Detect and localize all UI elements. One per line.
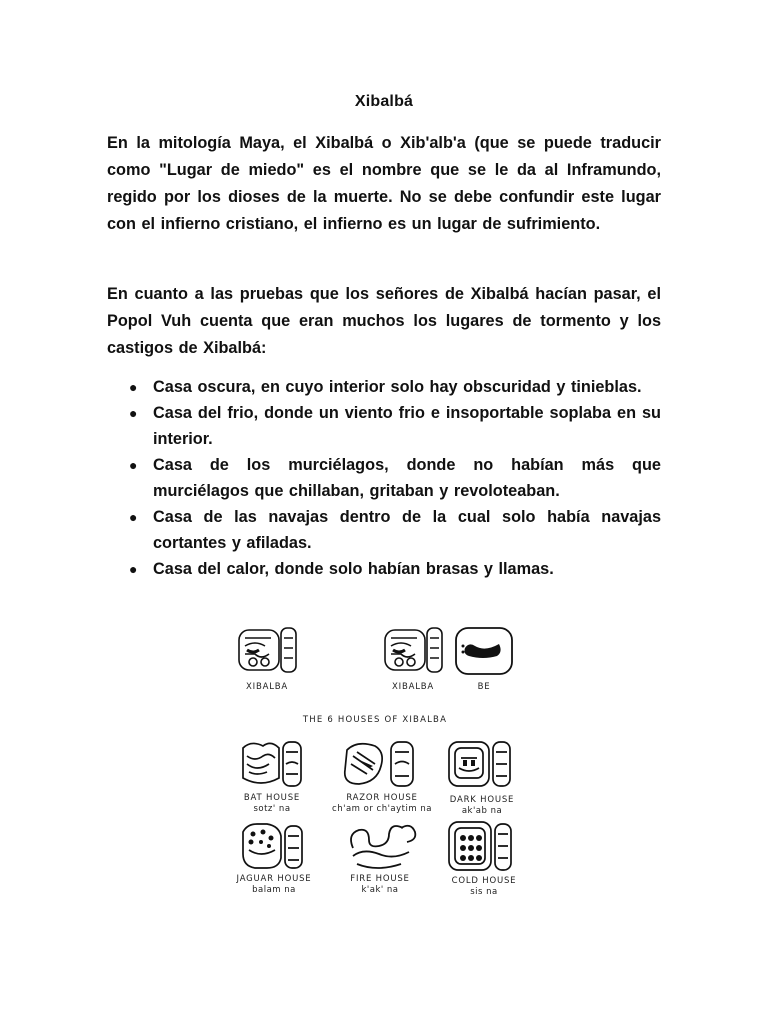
jaguar-house-glyph-icon xyxy=(239,820,305,872)
maya-glyphs-figure xyxy=(225,618,525,908)
list-item xyxy=(107,374,661,400)
be-glyph-icon xyxy=(453,626,515,678)
list-item-text: Casa oscura, en cuyo interior solo hay obscuridad y tinieblas. xyxy=(153,378,642,396)
houses-figure-title: THE 6 HOUSES OF XIBALBA xyxy=(302,715,448,725)
house-name-caption: COLD HOUSE xyxy=(451,876,517,886)
intro-paragraph: En la mitología Maya, el Xibalbá o Xib'alb'a (que se puede traducir como "Lugar de miedo" es el nombre que se le da al Inframundo, regido por los dioses de la muerte. No se debe confundir este lugar con el infierno cristiano, el infierno es un lugar de sufrimiento. xyxy=(107,134,661,233)
xibalba-caption-2: XIBALBA xyxy=(392,682,434,692)
trials-paragraph: En cuanto a las pruebas que los señores de Xibalbá hacían pasar, el Popol Vuh cuenta que eran muchos los lugares de tormento y los castigos de Xibalbá: xyxy=(107,285,661,357)
document-title: Xibalbá xyxy=(354,93,414,110)
house-name-caption: DARK HOUSE xyxy=(449,795,515,805)
xibalba-glyph-icon xyxy=(237,624,299,676)
house-maya-caption: ak'ab na xyxy=(461,806,503,816)
bullet-icon: ● xyxy=(129,561,138,577)
list-item-text: Casa del calor, donde solo habían brasas y llamas. xyxy=(153,560,554,578)
bullet-icon: ● xyxy=(129,405,138,421)
house-name-caption: JAGUAR HOUSE xyxy=(236,874,312,884)
list-item-text: Casa del frio, donde un viento frio e insoportable soplaba en su interior. xyxy=(153,404,661,448)
list-item xyxy=(107,504,661,556)
list-item xyxy=(107,452,661,504)
bullet-icon: ● xyxy=(129,379,138,395)
house-name-caption: RAZOR HOUSE xyxy=(346,793,418,803)
house-maya-caption: k'ak' na xyxy=(361,885,399,895)
bullet-icon: ● xyxy=(129,509,138,525)
dark-house-glyph-icon xyxy=(447,738,513,790)
razor-house-glyph-icon xyxy=(341,736,423,792)
list-item xyxy=(107,556,661,582)
xibalba-caption-1: XIBALBA xyxy=(246,682,288,692)
house-name-caption: FIRE HOUSE xyxy=(350,874,410,884)
bullet-icon: ● xyxy=(129,457,138,473)
list-item-text: Casa de las navajas dentro de la cual solo había navajas cortantes y afiladas. xyxy=(153,508,661,552)
bat-house-glyph-icon xyxy=(239,738,305,790)
house-maya-caption: sotz' na xyxy=(253,804,291,814)
fire-house-glyph-icon xyxy=(343,818,423,874)
be-caption: BE xyxy=(477,682,491,692)
house-maya-caption: sis na xyxy=(470,887,498,897)
list-item-text: Casa de los murciélagos, donde no habían más que murciélagos que chillaban, gritaban y revoloteaban. xyxy=(153,456,661,500)
list-item xyxy=(107,400,661,452)
house-maya-caption: ch'am or ch'aytim na xyxy=(332,804,432,814)
cold-house-glyph-icon xyxy=(447,818,513,874)
house-maya-caption: balam na xyxy=(252,885,296,895)
xibalba-glyph-icon xyxy=(383,624,445,676)
house-name-caption: BAT HOUSE xyxy=(243,793,301,803)
houses-list xyxy=(107,374,661,582)
